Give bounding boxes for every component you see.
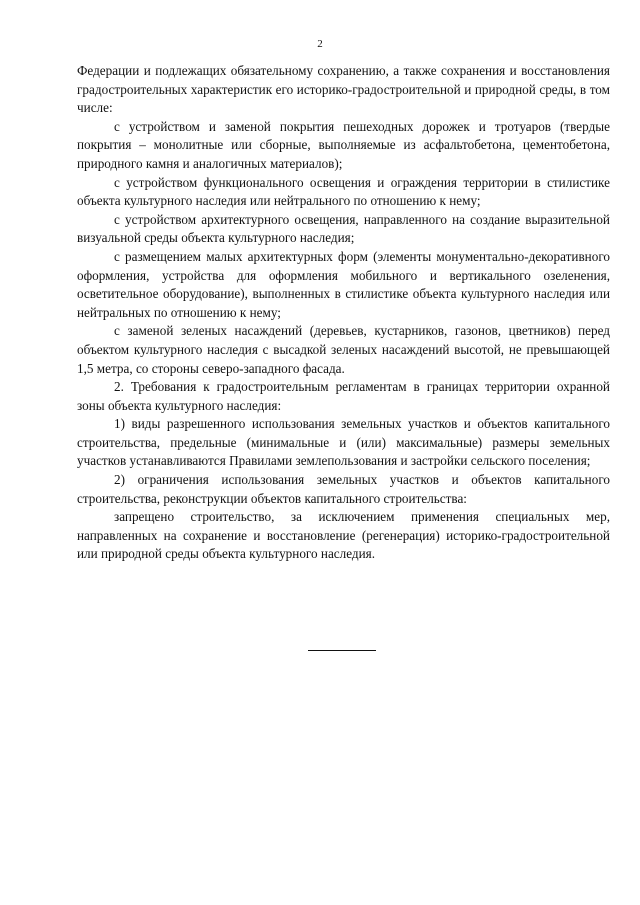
document-body	[77, 62, 610, 564]
paragraph-green-plantings: с заменой зеленых насаждений (деревьев, кустарников, газонов, цветников) перед объектом культурного наследия с высадкой зеленых насаждений высотой, не превышающей 1,5 метра, со стороны северо-западного фасада.	[77, 323, 610, 376]
paragraph-construction-prohibited: запрещено строительство, за исключением применения специальных мер, направленных на сохранение и восстановление (регенерация) историко-градостроительной или природной среды объекта культурного наследия.	[77, 509, 610, 562]
paragraph-functional-lighting: с устройством функционального освещения и ограждения территории в стилистике объекта культурного наследия или нейтрального по отношению к нему;	[77, 174, 610, 209]
paragraph-section-2: 2. Требования к градостроительным регламентам в границах территории охранной зоны объекта культурного наследия:	[77, 379, 610, 413]
paragraph-small-forms: с размещением малых архитектурных форм (элементы монументально-декоративного оформления, устройства для оформления мобильного и вертикального озеленения, осветительное оборудование), выполненных в стилистике объекта культурного наследия или нейтральных по отношению к нему;	[77, 248, 610, 320]
end-of-document-rule	[308, 650, 376, 651]
page-number: 2	[317, 38, 323, 50]
paragraph-item-2: 2) ограничения использования земельных участков и объектов капитального строительства, реконструкции объектов капитального строительства:	[77, 472, 610, 506]
paragraph-walkways: с устройством и заменой покрытия пешеходных дорожек и тротуаров (твердые покрытия – монолитные или сборные, выполняемые из асфальтобетона, цементобетона, природного камня и аналогичных материалов);	[77, 118, 610, 171]
paragraph-architectural-lighting: с устройством архитектурного освещения, направленного на создание выразительной визуальной среды объекта культурного наследия;	[77, 211, 610, 246]
paragraph-item-1: 1) виды разрешенного использования земельных участков и объектов капитального строительства, предельные (минимальные и (или) максимальные) размеры земельных участков устанавливаются Правилами землепользования и застройки сельского поселения;	[77, 416, 610, 469]
paragraph-continuation: Федерации и подлежащих обязательному сохранению, а также сохранения и восстановления градостроительных характеристик его историко-градостроительной и природной среды, в том числе:	[77, 63, 610, 116]
